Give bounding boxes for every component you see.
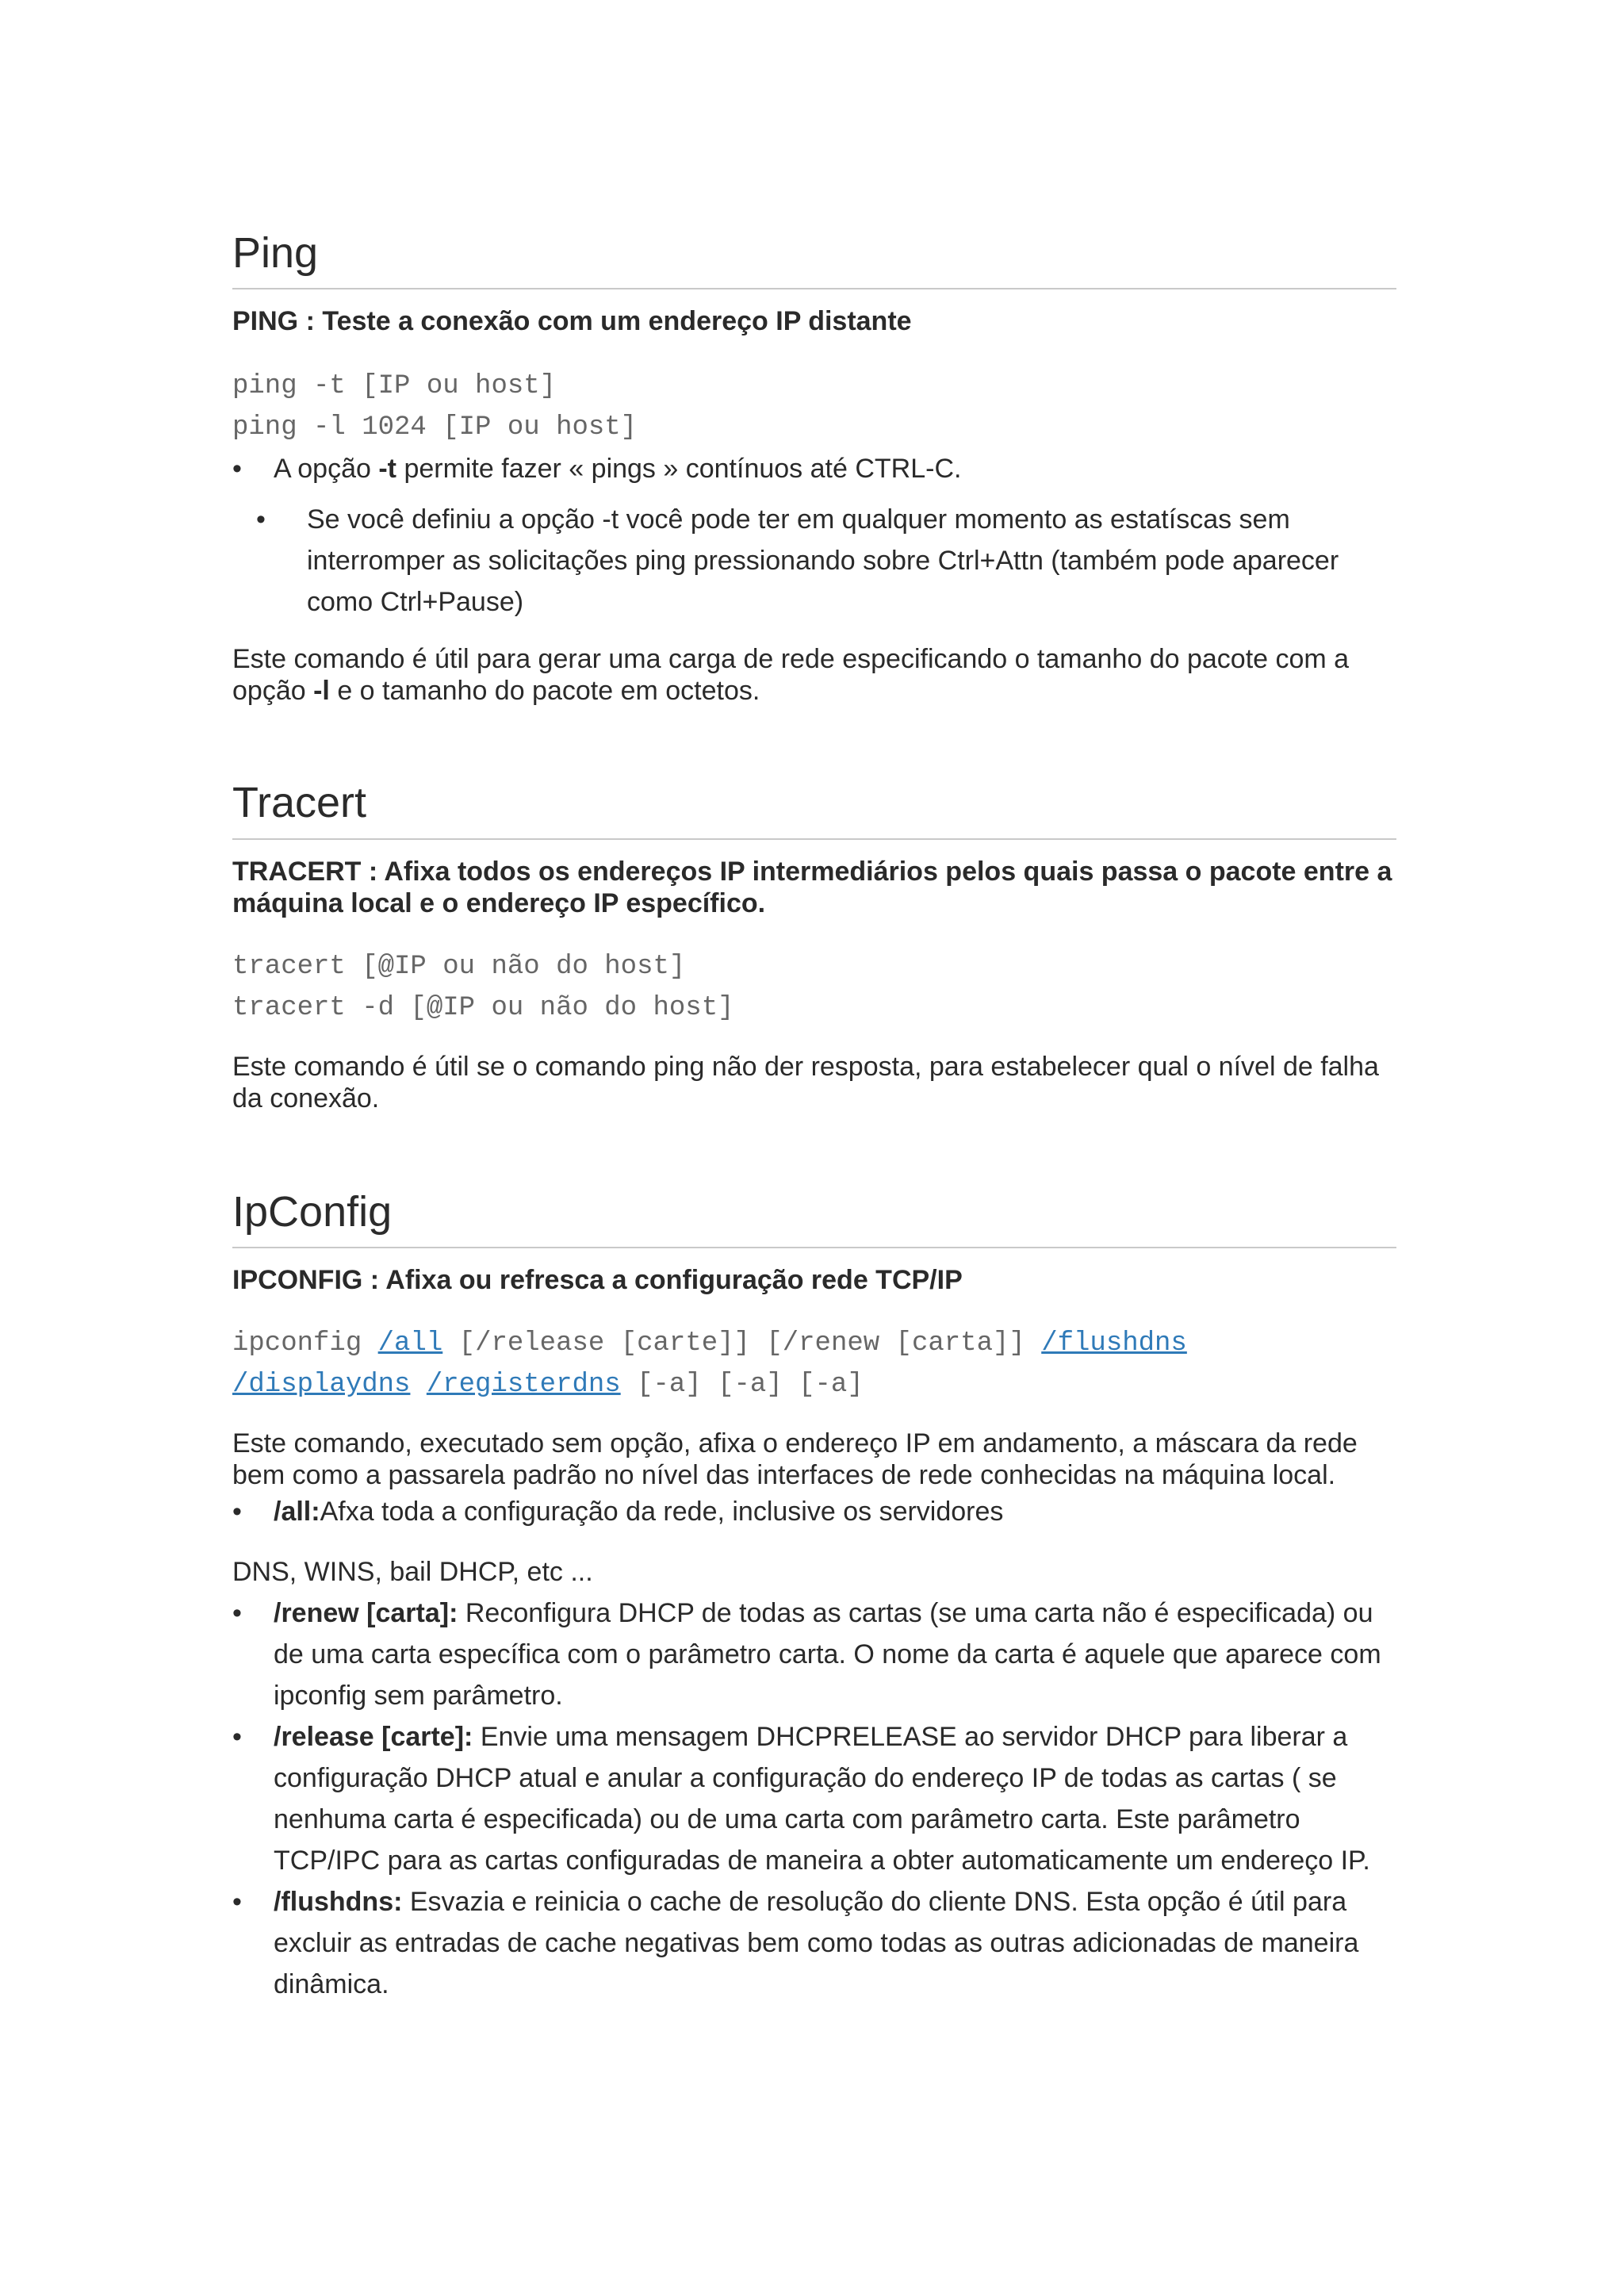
list-item: • /renew [carta]: Reconfigura DHCP de todas as cartas (se uma carta não é especificada) ou de uma carta específica com o parâmetro carta. O nome da carta é aquele que aparece com ipconfig sem parâmetro. — [232, 1593, 1396, 1716]
code-line: /displaydns /registerdns [-a] [-a] [-a] — [232, 1370, 864, 1401]
tracert-subtitle: TRACERT : Afixa todos os endereços IP intermediários pelos quais passa o pacote entre a máquina local e o endereço IP específico. — [232, 856, 1392, 918]
code-line: ping -l 1024 [IP ou host] — [232, 412, 638, 443]
ping-description: Este comando é útil para gerar uma carga de rede especificando o tamanho do pacote com a opção -l e o tamanho do pacote em octetos. — [232, 644, 1350, 707]
ipconfig-subtitle: IPCONFIG : Afixa ou refresca a configuração rede TCP/IP — [232, 1265, 963, 1296]
list-item: • /release [carte]: Envie uma mensagem DHCPRELEASE ao servidor DHCP para liberar a configuração DHCP atual e anular a configuração do endereço IP de todas as cartas ( se nenhuma carta é especificada) ou de uma carta com parâmetro carta. Este parâmetro TCP/IPC para as cartas configuradas de maneira a obter automaticamente um endereço IP. — [232, 1716, 1396, 1881]
list-item: • A opção -t permite fazer « pings » contínuos até CTRL-C. — [232, 448, 1396, 489]
ipconfig-code-block — [232, 1323, 1396, 1405]
code-line: tracert -d [@IP ou não do host] — [232, 992, 734, 1023]
document-page — [232, 230, 1396, 2005]
tracert-code-block — [232, 946, 1396, 1029]
ping-code-block — [232, 366, 1396, 448]
ipconfig-all-list — [232, 1491, 1396, 1532]
displaydns-link[interactable]: /displaydns — [232, 1370, 411, 1401]
list-item: • /flushdns: Esvazia e reinicia o cache de resolução do cliente DNS. Esta opção é útil para excluir as entradas de cache negativas bem como todas as outras adicionadas de maneira dinâmica. — [232, 1881, 1396, 2005]
tracert-description: Este comando é útil se o comando ping não der resposta, para estabelecer qual o nível de falha da conexão. — [232, 1051, 1379, 1114]
ipconfig-description: Este comando, executado sem opção, afixa o endereço IP em andamento, a máscara da rede bem como a passarela padrão no nível das interfaces de rede conhecidas na máquina local. — [232, 1428, 1358, 1491]
code-line: ipconfig /all [/release [carte]] [/renew [carta]] /flushdns — [232, 1328, 1187, 1359]
ping-subtitle: PING : Teste a conexão com um endereço IP distante — [232, 306, 912, 337]
tracert-section — [232, 780, 1396, 1114]
all-link[interactable]: /all — [377, 1328, 443, 1359]
ipconfig-section — [232, 1189, 1396, 2005]
ping-section — [232, 230, 1396, 707]
flushdns-link[interactable]: /flushdns — [1041, 1328, 1187, 1359]
list-item: • /all:Afxa toda a configuração da rede, inclusive os servidores — [232, 1491, 1396, 1532]
ping-nested-list — [232, 499, 1396, 623]
ipconfig-heading: IpConfig — [232, 1189, 1396, 1248]
dns-line: DNS, WINS, bail DHCP, etc ... — [232, 1557, 593, 1588]
code-line: tracert [@IP ou não do host] — [232, 951, 686, 982]
code-line: ping -t [IP ou host] — [232, 371, 557, 402]
ping-heading: Ping — [232, 230, 1396, 289]
tracert-heading: Tracert — [232, 780, 1396, 839]
registerdns-link[interactable]: /registerdns — [426, 1370, 621, 1401]
ipconfig-options-list — [232, 1593, 1396, 2005]
ping-options-list — [232, 448, 1396, 489]
list-item: • Se você definiu a opção -t você pode ter em qualquer momento as estatíscas sem interromper as solicitações ping pressionando sobre Ctrl+Attn (também pode aparecer como Ctrl+Pause) — [232, 499, 1396, 623]
